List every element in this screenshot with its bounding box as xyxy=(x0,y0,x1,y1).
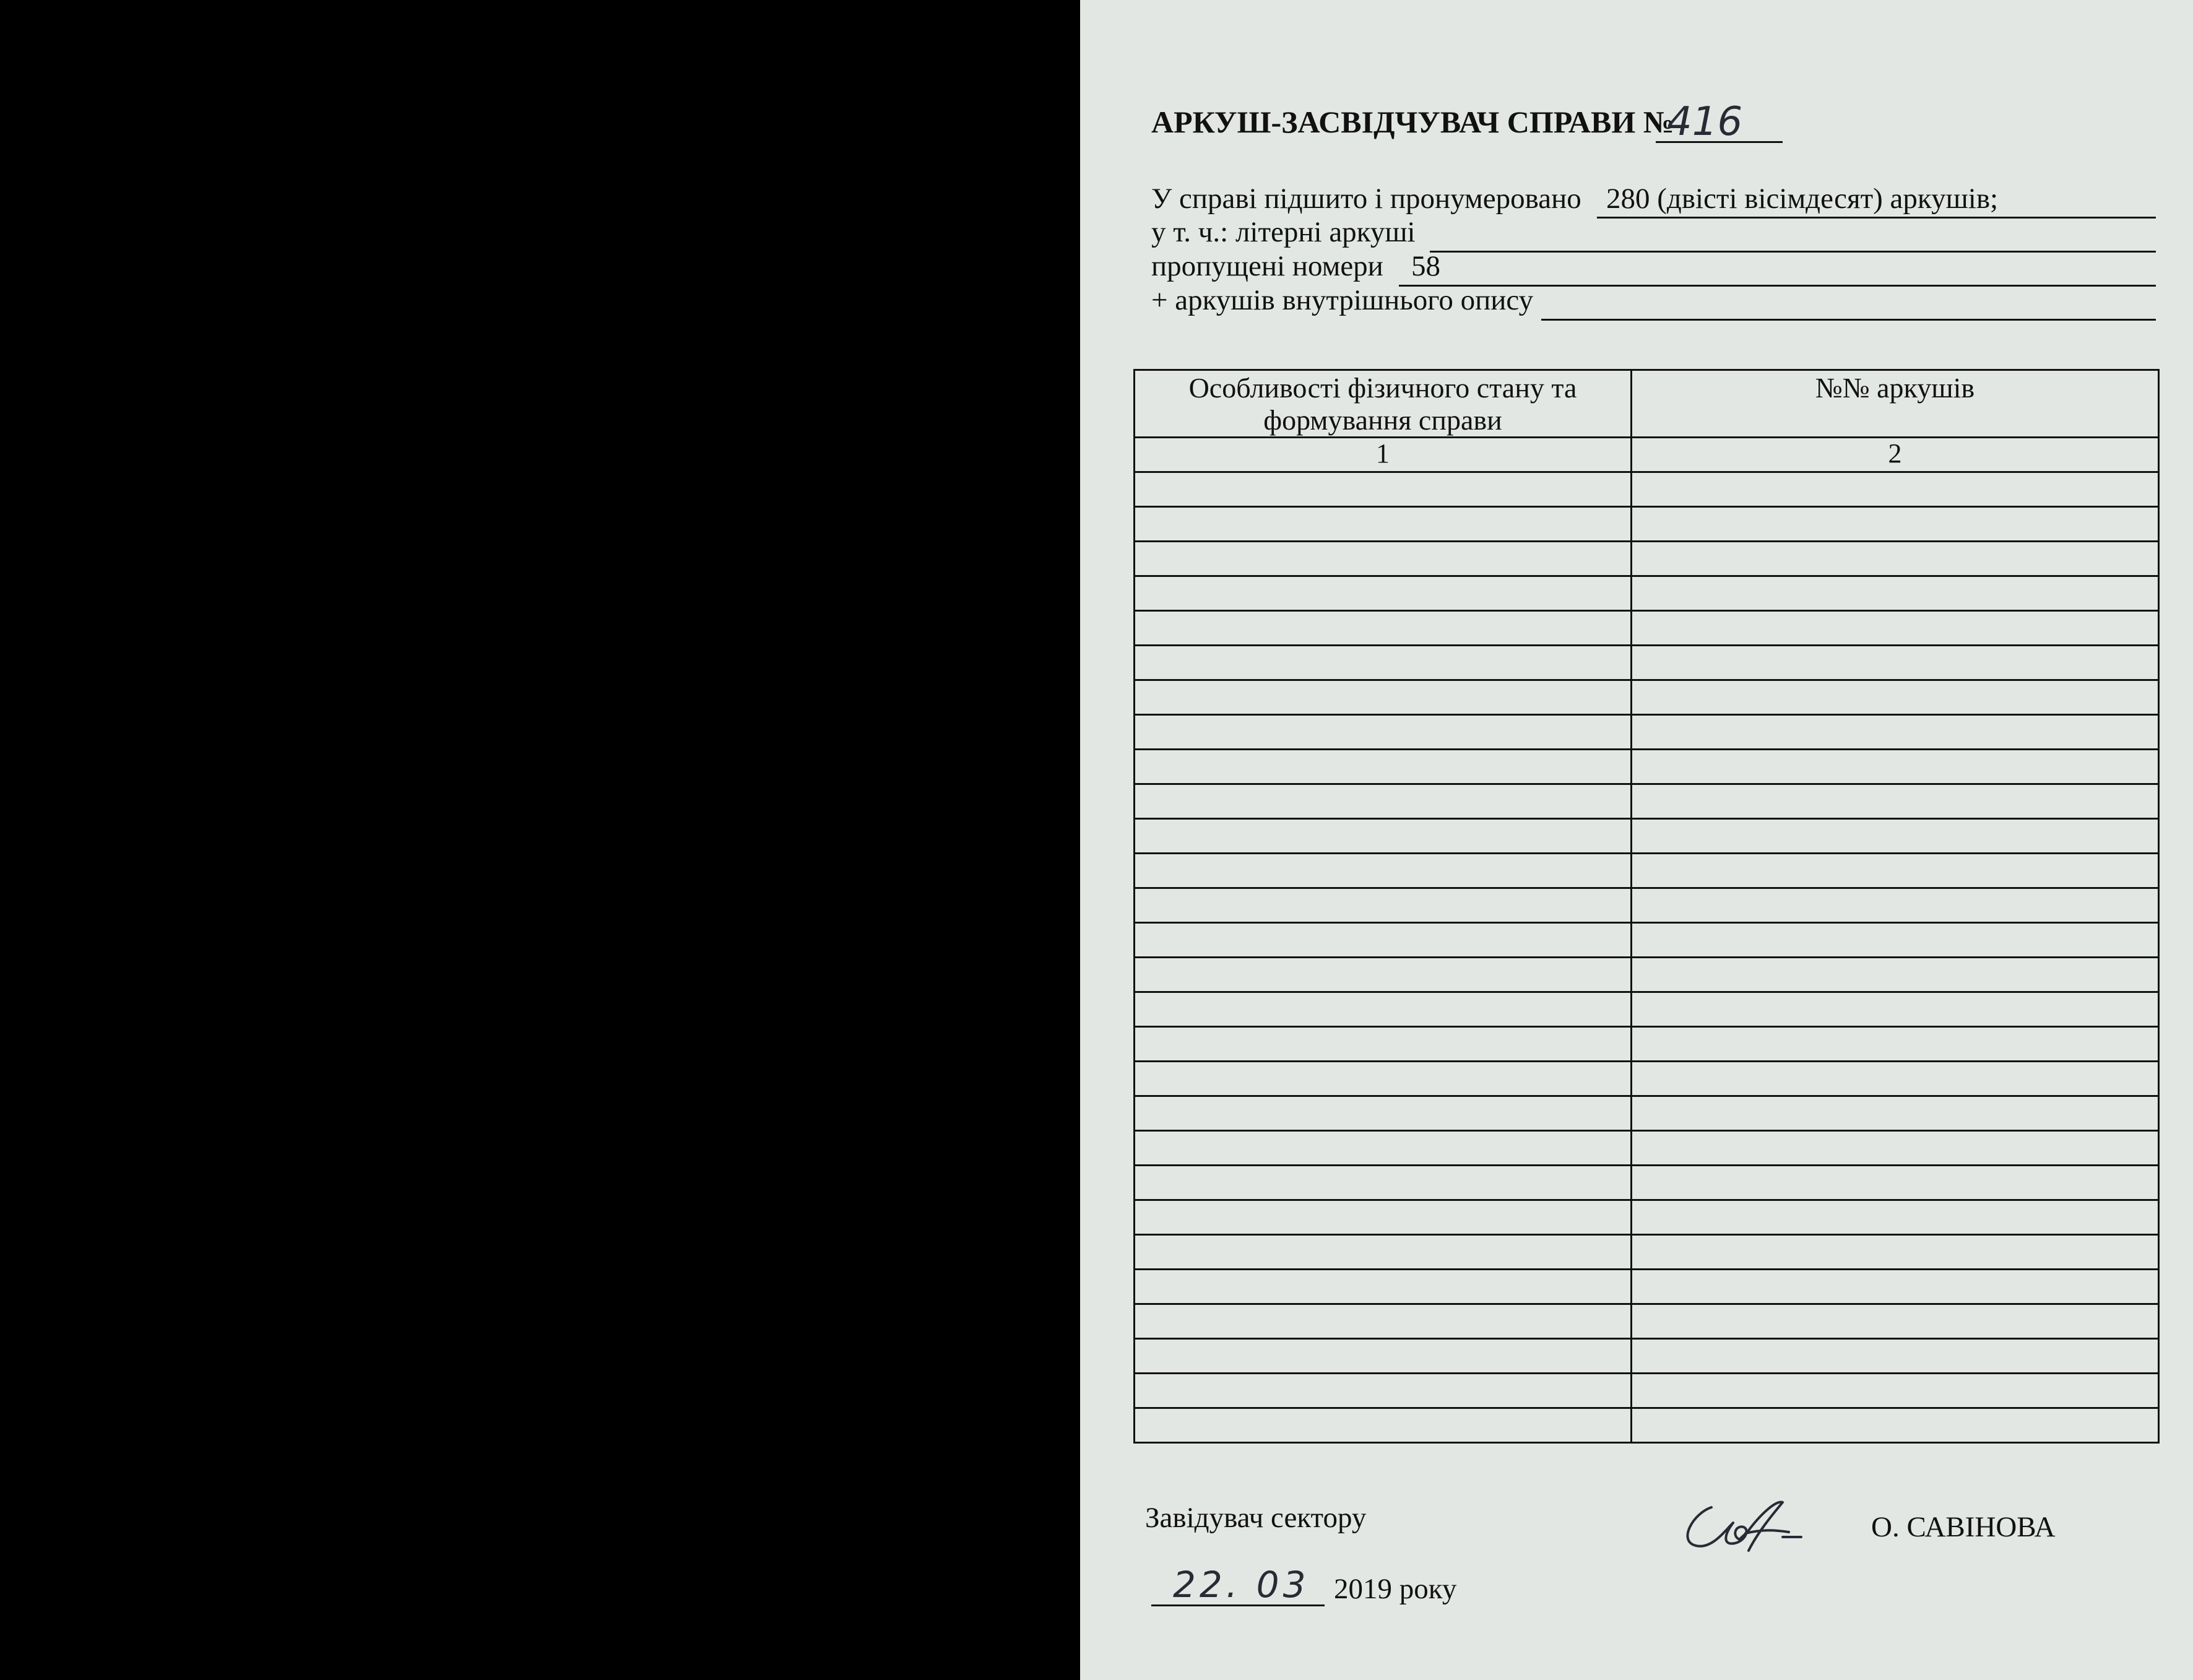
column-number-1: 1 xyxy=(1135,438,1632,472)
date-handwritten: 22. 03 xyxy=(1173,1564,1310,1606)
table-cell-condition xyxy=(1135,611,1632,646)
table-cell-condition xyxy=(1135,1166,1632,1200)
date-year: 2019 року xyxy=(1334,1573,1457,1605)
table-cell-sheet-numbers xyxy=(1632,542,2159,576)
table-cell-sheet-numbers xyxy=(1632,1166,2159,1200)
table-cell-sheet-numbers xyxy=(1632,715,2159,750)
table-cell-sheet-numbers xyxy=(1632,819,2159,854)
table-row xyxy=(1135,542,2159,576)
sheets-count-underline xyxy=(1597,217,2156,219)
letter-sheets-underline xyxy=(1430,251,2156,253)
inventory-sheets-underline xyxy=(1541,319,2156,321)
table-cell-sheet-numbers xyxy=(1632,680,2159,715)
table-cell-sheet-numbers xyxy=(1632,992,2159,1027)
table-row xyxy=(1135,958,2159,992)
table-cell-sheet-numbers xyxy=(1632,1096,2159,1131)
table-cell-condition xyxy=(1135,1200,1632,1235)
table-row xyxy=(1135,819,2159,854)
table-row xyxy=(1135,1408,2159,1443)
table-row xyxy=(1135,507,2159,542)
table-cell-condition xyxy=(1135,819,1632,854)
table-row xyxy=(1135,1166,2159,1200)
table-row xyxy=(1135,1200,2159,1235)
table-cell-sheet-numbers xyxy=(1632,750,2159,784)
table-cell-condition xyxy=(1135,576,1632,611)
table-cell-condition xyxy=(1135,1304,1632,1339)
table-cell-sheet-numbers xyxy=(1632,1200,2159,1235)
table-cell-condition xyxy=(1135,1339,1632,1374)
table-cell-condition xyxy=(1135,1027,1632,1062)
signature xyxy=(1674,1489,1817,1557)
table-row xyxy=(1135,1304,2159,1339)
table-cell-sheet-numbers xyxy=(1632,472,2159,507)
table-row xyxy=(1135,472,2159,507)
table-row xyxy=(1135,646,2159,680)
table-cell-condition xyxy=(1135,1408,1632,1443)
table-cell-condition xyxy=(1135,1131,1632,1166)
table-cell-condition xyxy=(1135,507,1632,542)
table-cell-condition xyxy=(1135,1062,1632,1096)
table-row xyxy=(1135,1235,2159,1270)
table-cell-sheet-numbers xyxy=(1632,646,2159,680)
condition-table xyxy=(1133,369,2160,1444)
table-row xyxy=(1135,1374,2159,1408)
table-row xyxy=(1135,923,2159,958)
table-row xyxy=(1135,1339,2159,1374)
column-number-2: 2 xyxy=(1632,438,2159,472)
table-cell-condition xyxy=(1135,1374,1632,1408)
table-cell-condition xyxy=(1135,888,1632,923)
table-cell-sheet-numbers xyxy=(1632,958,2159,992)
table-row xyxy=(1135,1096,2159,1131)
missing-numbers-value: 58 xyxy=(1411,250,1440,282)
table-cell-sheet-numbers xyxy=(1632,1235,2159,1270)
table-cell-condition xyxy=(1135,854,1632,888)
table-cell-condition xyxy=(1135,992,1632,1027)
table-cell-condition xyxy=(1135,680,1632,715)
table-row xyxy=(1135,576,2159,611)
table-cell-sheet-numbers xyxy=(1632,1270,2159,1304)
table-row xyxy=(1135,1062,2159,1096)
table-cell-sheet-numbers xyxy=(1632,1304,2159,1339)
table-cell-condition xyxy=(1135,472,1632,507)
sheets-count-value: 280 (двісті вісімдесят) аркушів; xyxy=(1606,183,1999,215)
inventory-sheets-label: + аркушів внутрішнього опису xyxy=(1151,284,1534,316)
signatory-name: О. САВІНОВА xyxy=(1871,1511,2056,1543)
table-cell-sheet-numbers xyxy=(1632,507,2159,542)
table-cell-condition xyxy=(1135,1235,1632,1270)
letter-sheets-label: у т. ч.: літерні аркуші xyxy=(1151,216,1416,248)
table-cell-condition xyxy=(1135,646,1632,680)
table-row xyxy=(1135,888,2159,923)
table-row xyxy=(1135,680,2159,715)
document-page xyxy=(1080,0,2193,1680)
column-header-condition: Особливості фізичного стану та формування справи xyxy=(1135,370,1632,438)
table-cell-sheet-numbers xyxy=(1632,1408,2159,1443)
table-cell-condition xyxy=(1135,542,1632,576)
table-number-row xyxy=(1135,438,2159,472)
table-row xyxy=(1135,784,2159,819)
table-cell-condition xyxy=(1135,1270,1632,1304)
table-cell-sheet-numbers xyxy=(1632,784,2159,819)
table-cell-condition xyxy=(1135,715,1632,750)
table-cell-sheet-numbers xyxy=(1632,1374,2159,1408)
table-row xyxy=(1135,992,2159,1027)
form-title: АРКУШ-ЗАСВІДЧУВАЧ СПРАВИ № xyxy=(1151,105,1675,139)
table-row xyxy=(1135,715,2159,750)
table-cell-condition xyxy=(1135,923,1632,958)
sheets-count-label: У справі підшито і пронумеровано xyxy=(1151,183,1581,215)
table-cell-condition xyxy=(1135,750,1632,784)
missing-numbers-label: пропущені номери xyxy=(1151,250,1383,282)
table-cell-sheet-numbers xyxy=(1632,888,2159,923)
table-cell-sheet-numbers xyxy=(1632,1339,2159,1374)
table-cell-sheet-numbers xyxy=(1632,1027,2159,1062)
table-row xyxy=(1135,611,2159,646)
table-empty-rows xyxy=(1135,472,2159,1443)
column-header-sheet-numbers: №№ аркушів xyxy=(1632,370,2159,438)
table-header-row xyxy=(1135,370,2159,438)
table-cell-sheet-numbers xyxy=(1632,1131,2159,1166)
table-cell-condition xyxy=(1135,784,1632,819)
table-cell-sheet-numbers xyxy=(1632,923,2159,958)
table-cell-condition xyxy=(1135,958,1632,992)
table-row xyxy=(1135,1131,2159,1166)
table-row xyxy=(1135,750,2159,784)
case-number-handwritten: 416 xyxy=(1667,99,1743,145)
table-cell-sheet-numbers xyxy=(1632,611,2159,646)
table-cell-sheet-numbers xyxy=(1632,576,2159,611)
table-row xyxy=(1135,1027,2159,1062)
table-row xyxy=(1135,854,2159,888)
table-row xyxy=(1135,1270,2159,1304)
table-cell-condition xyxy=(1135,1096,1632,1131)
table-cell-sheet-numbers xyxy=(1632,1062,2159,1096)
table-cell-sheet-numbers xyxy=(1632,854,2159,888)
position-label: Завідувач сектору xyxy=(1145,1502,1367,1534)
